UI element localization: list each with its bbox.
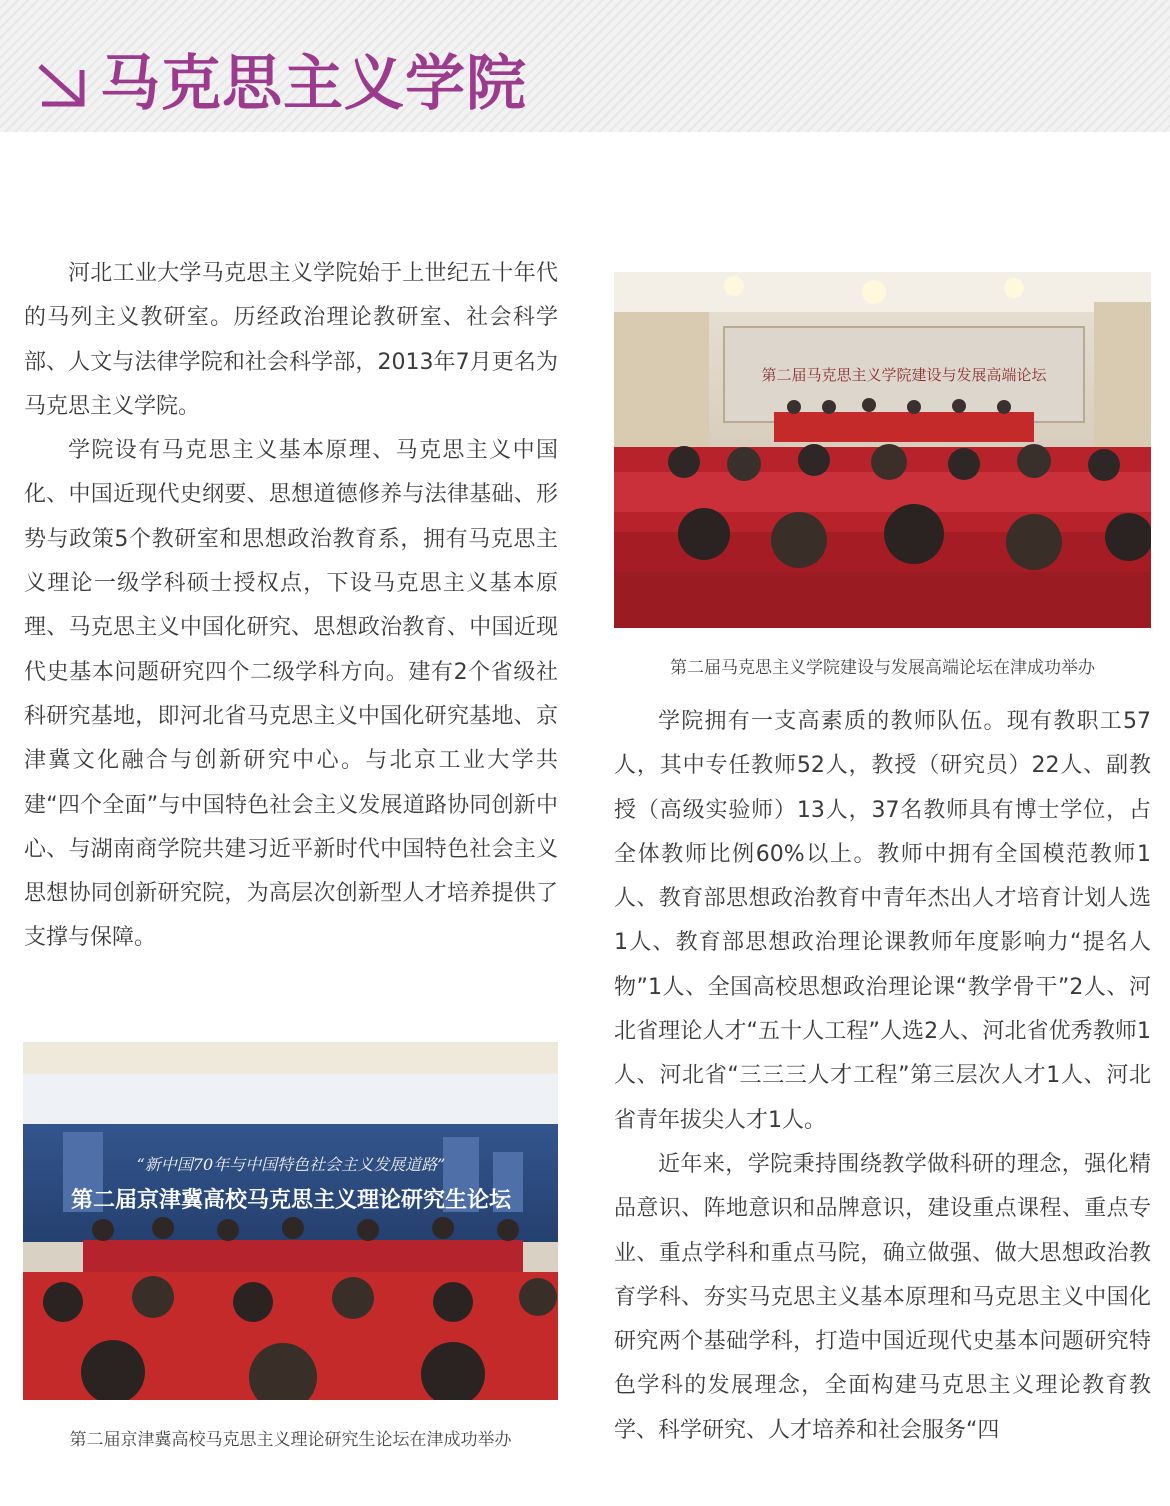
photo-banner-slogan: “新中国70年与中国特色社会主义发展道路” (136, 1155, 446, 1174)
paragraph: 河北工业大学马克思主义学院始于上世纪五十年代的马列主义教研室。历经政治理论教研室、社会科学部、人文与法律学院和社会科学部，2013年7月更名为马克思主义学院。 (24, 261, 558, 419)
left-column (24, 252, 558, 961)
photo-banner-title: 第二届京津冀高校马克思主义理论研究生论坛 (70, 1187, 512, 1213)
forum-photo-bottom (23, 1042, 558, 1400)
photo-banner-text: 第二届马克思主义学院建设与发展高端论坛 (761, 366, 1047, 384)
paragraph: 近年来，学院秉持围绕教学做科研的理念，强化精品意识、阵地意识和品牌意识，建设重点课程、重点专业、重点学科和重点马院，确立做强、做大思想政治教育学科、夯实马克思主义基本原理和马克思主义中国化研究两个基础学科，打造中国近现代史基本问题研究特色学科的发展理念，全面构建马克思主义理论教育教学、科学研究、人才培养和社会服务“四 (614, 1151, 1151, 1443)
right-column (614, 700, 1151, 1453)
photo-caption-top: 第二届马克思主义学院建设与发展高端论坛在津成功举办 (670, 658, 1095, 678)
paragraph: 学院拥有一支高素质的教师队伍。现有教职工57人，其中专任教师52人，教授（研究员）22人、副教授（高级实验师）13人，37名教师具有博士学位，占全体教师比例60%以上。教师中拥有全国模范教师1人、教育部思想政治教育中青年杰出人才培育计划人选1人、教育部思想政治理论课教师年度影响力“提名人物”1人、全国高校思想政治理论课“教学骨干”2人、河北省理论人才“五十人工程”人选2人、河北省优秀教师1人、河北省“三三三人才工程”第三层次人才1人、河北省青年拔尖人才1人。 (614, 709, 1151, 1133)
photo-caption-bottom: 第二届京津冀高校马克思主义理论研究生论坛在津成功举办 (69, 1430, 512, 1450)
forum-photo-top (614, 272, 1151, 628)
arrow-down-right-icon (36, 62, 92, 110)
page-title: 马克思主义学院 (100, 49, 527, 119)
paragraph: 学院设有马克思主义基本原理、马克思主义中国化、中国近现代史纲要、思想道德修养与法律基础、形势与政策5个教研室和思想政治教育系，拥有马克思主义理论一级学科硕士授权点，下设马克思主义基本原理、马克思主义中国化研究、思想政治教育、中国近现代史基本问题研究四个二级学科方向。建有2个省级社科研究基地，即河北省马克思主义中国化研究基地、京津冀文化融合与创新研究中心。与北京工业大学共建“四个全面”与中国特色社会主义发展道路协同创新中心、与湖南商学院共建习近平新时代中国特色社会主义思想协同创新研究院，为高层次创新型人才培养提供了支撑与保障。 (24, 438, 558, 951)
